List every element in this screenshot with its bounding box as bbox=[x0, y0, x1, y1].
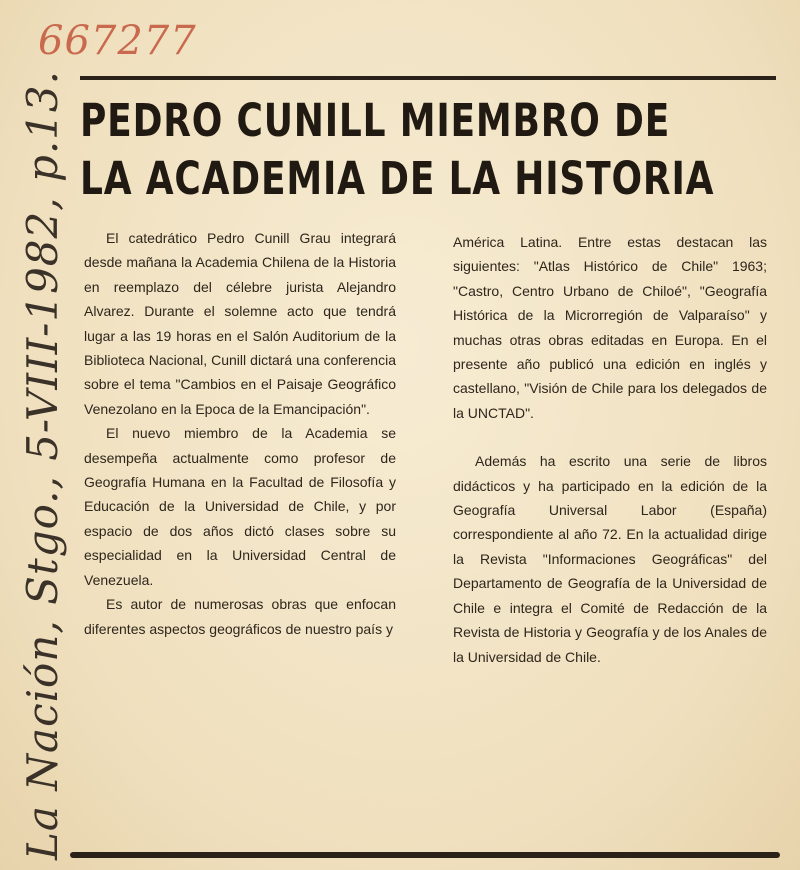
headline-line-1: PEDRO CUNILL MIEMBRO DE bbox=[80, 94, 671, 147]
right-column bbox=[453, 230, 767, 669]
margin-annotation: La Nación, Stgo., 5-VIII-1982, p.13. bbox=[18, 70, 67, 860]
headline bbox=[80, 92, 715, 208]
headline-line-2: LA ACADEMIA DE LA HISTORIA bbox=[80, 152, 715, 205]
top-rule bbox=[80, 76, 776, 80]
paragraph: América Latina. Entre estas destacan las siguientes: "Atlas Histórico de Chile" 1963; "Castro, Centro Urbano de Chiloé", "Geografía Histórica de la Microrregión de Valparaíso" y muchas otras obras editadas en Europa. En el presente año publicó una edición en inglés y castellano, "Visión de Chile para los delegados de la UNCTAD". bbox=[453, 234, 767, 421]
catalog-number: 667277 bbox=[38, 18, 197, 64]
left-column bbox=[84, 226, 396, 641]
paragraph: Es autor de numerosas obras que enfocan diferentes aspectos geográficos de nuestro país y bbox=[84, 596, 396, 637]
paragraph: Además ha escrito una serie de libros didácticos y ha participado en la edición de la Geografía Universal Labor (España) correspondiente al año 72. En la actualidad dirige la Revista "Informaciones Geográficas" del Departamento de Geografía de la Universidad de Chile e integra el Comité de Redacción de la Revista de Historia y Geografía y de los Anales de la Universidad de Chile. bbox=[453, 453, 767, 665]
paragraph: El nuevo miembro de la Academia se desempeña actualmente como profesor de Geografía Humana en la Facultad de Filosofía y Educación de la Universidad de Chile, y por espacio de dos años dictó clases sobre su especialidad en la Universidad Central de Venezuela. bbox=[84, 425, 396, 588]
paragraph: El catedrático Pedro Cunill Grau integrará desde mañana la Academia Chilena de la Historia en reemplazo del célebre jurista Alejandro Alvarez. Durante el solemne acto que tendrá lugar a las 19 horas en el Salón Auditorium de la Biblioteca Nacional, Cunill dictará una conferencia sobre el tema "Cambios en el Paisaje Geográfico Venezolano en la Epoca de la Emancipación". bbox=[84, 230, 396, 417]
bottom-rule bbox=[70, 852, 780, 858]
